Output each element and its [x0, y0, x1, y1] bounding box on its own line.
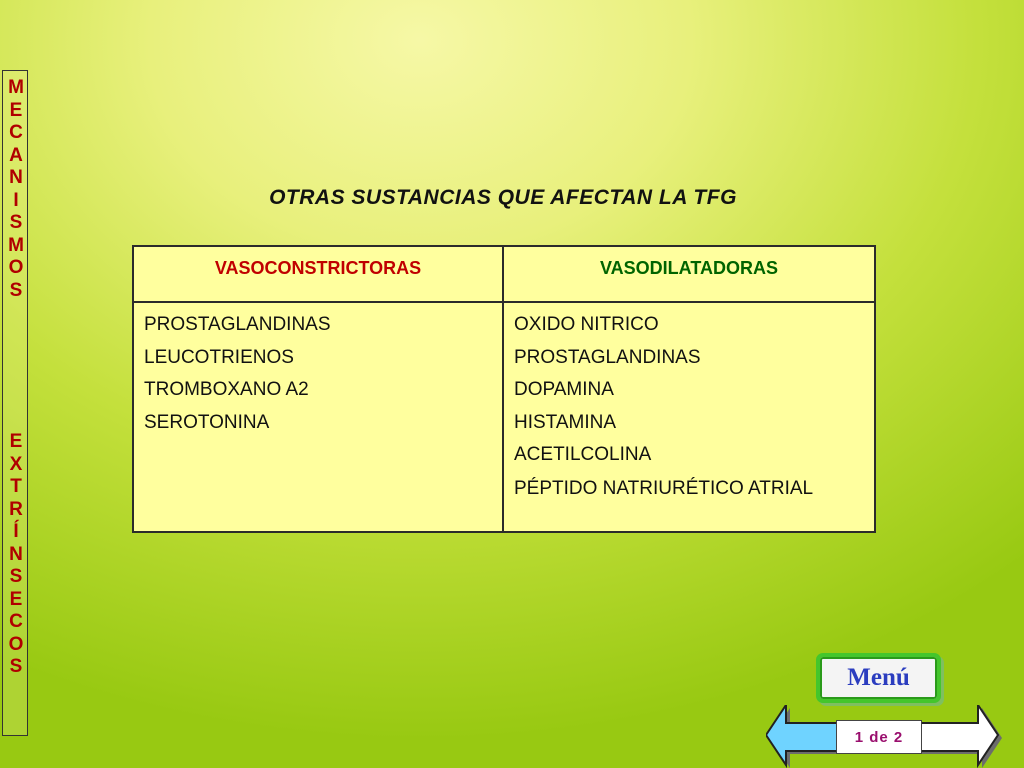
- vasoconstrictoras-cell: [133, 302, 503, 532]
- substances-table: [132, 245, 876, 533]
- side-letter: X: [9, 453, 23, 475]
- side-letter: S: [9, 212, 23, 233]
- list-item: PÉPTIDO NATRIURÉTICO ATRIAL: [514, 477, 814, 499]
- list-item: LEUCOTRIENOS: [144, 346, 294, 368]
- side-letter: C: [9, 122, 23, 143]
- list-item: OXIDO NITRICO: [514, 314, 659, 335]
- vertical-section-label: [2, 70, 28, 736]
- list-item: PROSTAGLANDINAS: [144, 314, 331, 335]
- side-letter: N: [9, 543, 23, 565]
- side-letter: E: [9, 588, 23, 610]
- side-letter: T: [10, 476, 22, 497]
- vasodilatadoras-cell: [503, 302, 875, 532]
- side-letter: E: [9, 431, 23, 452]
- list-item: SEROTONINA: [144, 411, 270, 433]
- side-letter: O: [8, 633, 24, 655]
- header-vasodilatadoras: VASODILATADORAS: [503, 246, 875, 302]
- list-item: DOPAMINA: [514, 379, 614, 400]
- list-item: HISTAMINA: [514, 411, 617, 433]
- side-letter: I: [13, 189, 19, 211]
- side-letter: S: [9, 279, 23, 301]
- side-letter: M: [8, 234, 24, 256]
- list-item: TROMBOXANO A2: [144, 379, 309, 400]
- side-word-mecanismos: [3, 77, 29, 302]
- table-header-row: [133, 246, 875, 302]
- slide-navigation: [766, 705, 1002, 768]
- list-item: ACETILCOLINA: [514, 444, 652, 465]
- page-indicator: 1 de 2: [836, 720, 922, 754]
- side-letter: A: [9, 144, 23, 166]
- side-letter: S: [9, 656, 23, 677]
- side-letter: R: [9, 498, 23, 520]
- side-letter: N: [9, 167, 23, 188]
- next-slide-arrow-icon[interactable]: [910, 705, 1002, 768]
- side-word-extrinsecos: [3, 431, 29, 679]
- slide-title: OTRAS SUSTANCIAS QUE AFECTAN LA TFG: [269, 186, 737, 209]
- side-letter: Í: [13, 521, 19, 542]
- table-body-row: [133, 302, 875, 532]
- side-letter: E: [9, 99, 23, 121]
- side-letter: M: [8, 77, 24, 98]
- menu-button-label: Menú: [847, 664, 910, 691]
- side-letter: C: [9, 611, 23, 632]
- side-letter: S: [9, 566, 23, 587]
- side-letter: O: [8, 257, 24, 278]
- menu-button[interactable]: [816, 653, 941, 703]
- list-item: PROSTAGLANDINAS: [514, 346, 701, 368]
- header-vasoconstrictoras: VASOCONSTRICTORAS: [133, 246, 503, 302]
